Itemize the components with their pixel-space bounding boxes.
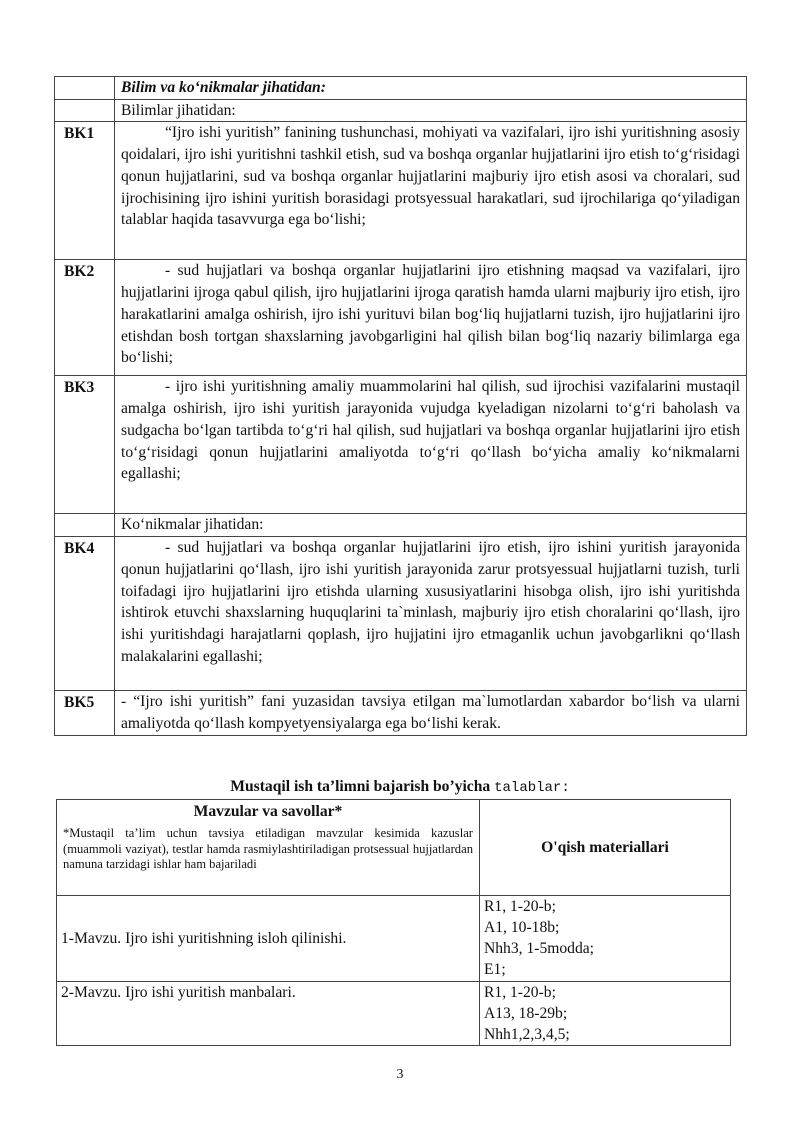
empty-code-cell: [55, 514, 115, 537]
material-item: Nhh1,2,3,4,5;: [484, 1026, 570, 1043]
materials-header: O'qish materiallari: [480, 800, 731, 896]
topics-header-cell: [57, 800, 480, 896]
competencies-table: [54, 76, 747, 736]
empty-code-cell: [55, 99, 115, 122]
page-number: 3: [396, 1067, 404, 1082]
row-code: BK5: [55, 691, 115, 735]
material-item: Nhh3, 1-5modda;: [484, 940, 595, 957]
row-text: - “Ijro ishi yuritish” fani yuzasidan tavsiya etilgan ma`lumotlardan xabardor bo‘lish va ularni amaliyotda qo‘llash kompyetyensiyalarga ega bo‘lishi kerak.: [115, 691, 747, 735]
row-code: BK3: [55, 376, 115, 514]
material-item: R1, 1-20-b;: [484, 898, 556, 915]
topic-cell: 2-Mavzu. Ijro ishi yuritish manbalari.: [57, 982, 480, 1046]
row-code: BK4: [55, 537, 115, 691]
row-text: “Ijro ishi yuritish” fanining tushunchasi, mohiyati va vazifalari, ijro ishi yuritishning asosiy qoidalari, ijro ishi yuritishni tashkil etish, sud va boshqa organlar hujjatlarini ijro etish to‘g‘risidagi qonun hujjatlarini, sud va boshqa organlar hujjatlarini majburiy ijro etish asosi va choralari, sud ijrochisining ijro ishini yuritish borasidagi protsyessual harakatlari, sud ijrochilariga qo‘yiladigan talablar haqida tasavvurga ega bo‘lishi;: [115, 122, 747, 260]
material-item: E1;: [484, 961, 506, 978]
topics-header-title: Mavzular va savollar*: [193, 803, 343, 820]
topics-header-note: *Mustaqil ta’lim uchun tavsiya etiladigan mavzular kesimida kazuslar (muammoli vaziyat), testlar hamda rasmiylashtiriladigan protsessual hujjatlardan namuna tarzidagi ishlar ham bajariladi: [63, 826, 473, 871]
material-item: A13, 18-29b;: [484, 1005, 568, 1022]
row-text: - sud hujjatlari va boshqa organlar hujjatlarini ijro etish, ijro ishini yuritish jarayonida qonun hujjatlarini qo‘llash, ijro ishi yuritish jarayonida zarur protsyessual hujjatlarni tuzish, turli toifadagi ijro hujjatlarini ijro etishda ularning xususiyatlarini hisobga olish, ijro ishi yuritishda ishtirok etuvchi shaxslarning huquqlarini ta`minlash, majburiy ijro etish choralarini qo‘llash, ijro ishi yuritishdagi harajatlarni qoplash, ijro hujjatini ijro etmaganlik uchun javobgarlikni qo‘llash malakalarini egallashi;: [115, 537, 747, 691]
material-item: A1, 10-18b;: [484, 919, 560, 936]
materials-cell: [480, 896, 731, 982]
knowledge-subheader: Bilimlar jihatidan:: [115, 99, 747, 122]
independent-work-table: [56, 799, 731, 1046]
independent-work-title: Mustaqil ish ta’limni bajarish bo’yicha talablar:: [230, 778, 570, 796]
row-text: - ijro ishi yuritishning amaliy muammolarini hal qilish, sud ijrochisi vazifalarini mustaqil amalga oshirish, ijro ishi yuritish jarayonida vujudga kyeladigan nizolarni to‘g‘ri baholash va sudgacha bo‘lgan tartibda to‘g‘ri hal qilish, sud hujjatlari va boshqa organlar hujjatlarini ijro etish to‘g‘risidagi qonun hujjatlarini amaliyotda to‘g‘ri qo‘llash bo‘yicha amaliy ko‘nikmalarni egallashi;: [115, 376, 747, 514]
row-text: - sud hujjatlari va boshqa organlar hujjatlarini ijro etishning maqsad va vazifalari, ijro hujjatlarini ijroga qabul qilish, ijro hujjatlarini ijroga qaratish hamda ularni majburiy ijro etish, ijro harakatlarini amalga oshirish, ijro ishi yurituvi bilan bog‘liq hujjatlarni tuzish, ijro hujjatlarini ijro etishdan bosh tortgan shaxslarning javobgarligini hal qilish bilan bog‘liq nazariy bilimlarga ega bo‘lishi;: [115, 260, 747, 376]
topic-cell: 1-Mavzu. Ijro ishi yuritishning isloh qilinishi.: [57, 896, 480, 982]
row-code: BK1: [55, 122, 115, 260]
skills-subheader: Ko‘nikmalar jihatidan:: [115, 514, 747, 537]
material-item: R1, 1-20-b;: [484, 984, 556, 1001]
competencies-header: Bilim va ko‘nikmalar jihatidan:: [115, 77, 747, 100]
empty-code-cell: [55, 77, 115, 100]
row-code: BK2: [55, 260, 115, 376]
materials-cell: [480, 982, 731, 1046]
